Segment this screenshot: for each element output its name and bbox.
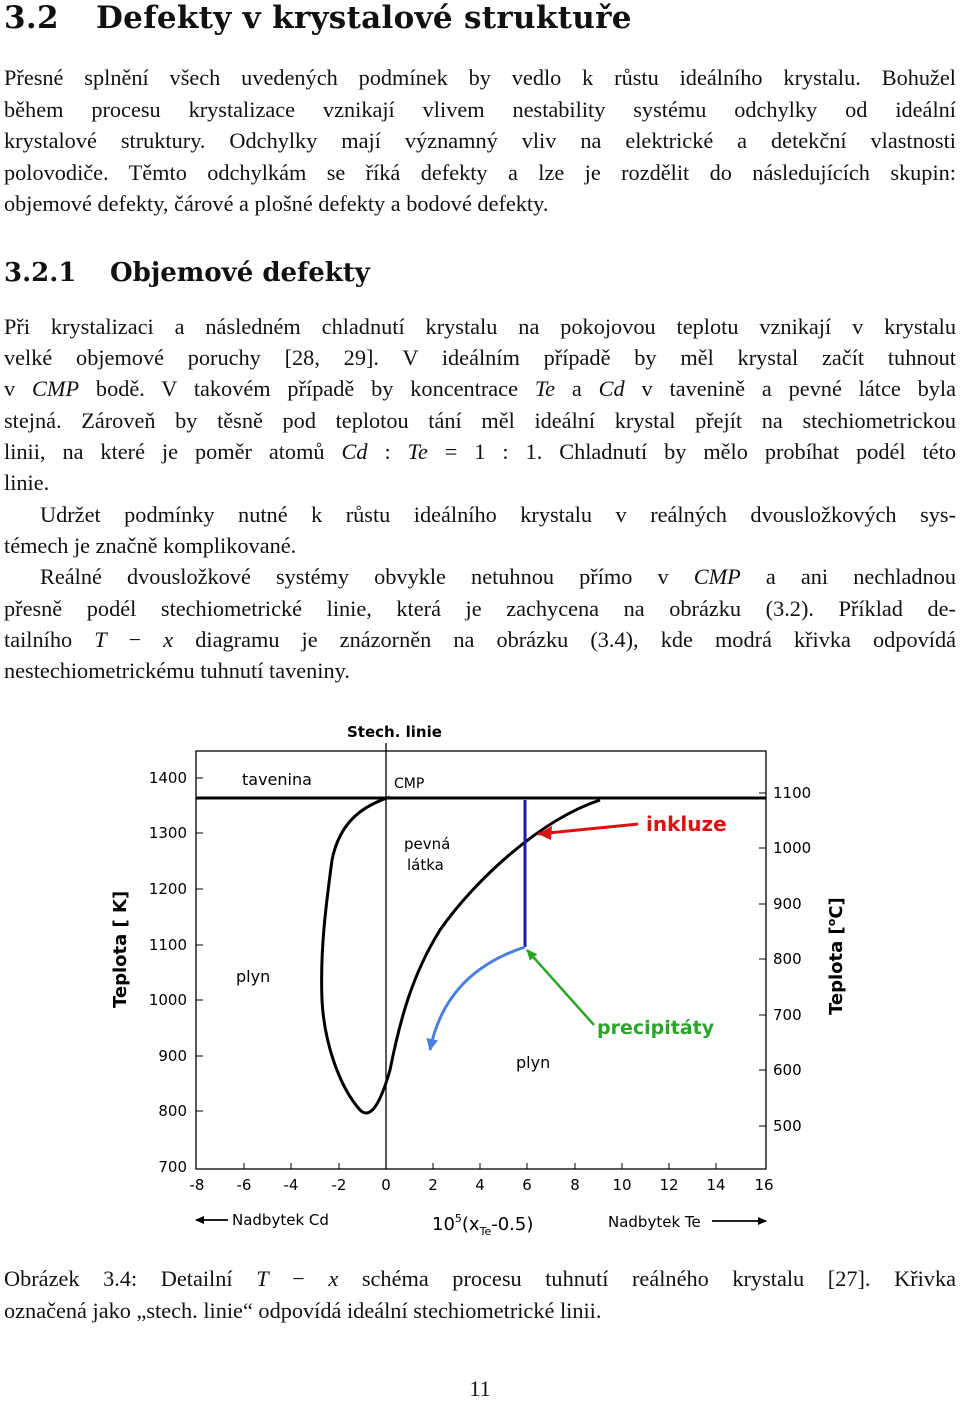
right-tick-label: 500 bbox=[773, 1117, 802, 1135]
subsection-number: 3.2.1 bbox=[4, 258, 77, 288]
page-number: 11 bbox=[469, 1376, 491, 1401]
left-tick-label: 700 bbox=[158, 1158, 187, 1176]
intro-line-4: polovodiče. Těmto odchylkám se říká defekty a lze je rozdělit do následujících skupin: bbox=[4, 160, 956, 185]
left-axis-title: Teplota [ K] bbox=[110, 890, 131, 1008]
body-line-4: stejná. Zároveň by těsně pod teplotou tání měl ideální krystal přejít na stechiometrickou bbox=[4, 408, 956, 433]
cmp-label: CMP bbox=[394, 776, 425, 792]
math-cmp: CMP bbox=[32, 376, 80, 401]
intro-line-2: během procesu krystalizace vznikají vlivem nestability systému odchylky od ideální bbox=[4, 97, 956, 122]
math-cd: Cd bbox=[598, 376, 625, 401]
left-tick-label: 1100 bbox=[148, 936, 187, 954]
figure-caption-line-2: označená jako „stech. linie“ odpovídá ideální stechiometrické linii. bbox=[4, 1298, 602, 1323]
x-tick-label: -8 bbox=[189, 1176, 205, 1194]
excess-cd-label: Nadbytek Cd bbox=[232, 1211, 329, 1229]
subsection-heading bbox=[4, 258, 370, 288]
x-tick-label: 2 bbox=[428, 1176, 438, 1194]
pevna-label: pevná bbox=[404, 835, 451, 853]
body-line-3: v CMP bodě. V takovém případě by koncentrace Te a Cd v tavenině a pevné látce byla bbox=[4, 376, 956, 401]
latka-label: látka bbox=[407, 856, 444, 874]
precipitaty-arrow bbox=[527, 950, 594, 1025]
stech-label: Stech. linie bbox=[347, 723, 442, 741]
left-tick-label: 1400 bbox=[148, 769, 187, 787]
body-line-6: linie. bbox=[4, 470, 50, 495]
section-number: 3.2 bbox=[4, 0, 59, 36]
x-tick-label: -2 bbox=[331, 1176, 347, 1194]
x-tick-label: 16 bbox=[754, 1176, 774, 1194]
x-tick-label: 0 bbox=[381, 1176, 391, 1194]
right-axis-title: Teplota [$^o$C] bbox=[825, 897, 847, 1015]
plyn-bottom-label: plyn bbox=[516, 1053, 551, 1072]
x-tick-label: 12 bbox=[659, 1176, 679, 1194]
section-title: Defekty v krystalové struktuře bbox=[96, 0, 632, 36]
body-line-5: linii, na které je poměr atomů Cd : Te = 1 : 1. Chladnutí by mělo probíhat podél této bbox=[4, 439, 956, 464]
body-line-10: přesně podél stechiometrické linie, která je zachycena na obrázku (3.2). Příklad de- bbox=[4, 596, 956, 621]
intro-line-5: objemové defekty, čárové a plošné defekty a bodové defekty. bbox=[4, 191, 549, 216]
left-axis bbox=[110, 769, 203, 1176]
left-tick-label: 800 bbox=[158, 1102, 187, 1120]
body-line-2: velké objemové poruchy [28, 29]. V ideálním případě by měl krystal začít tuhnout bbox=[4, 345, 956, 370]
left-tick-label: 1000 bbox=[148, 991, 187, 1009]
intro-line-1: Přesné splnění všech uvedených podmínek by vedlo k růstu ideálního krystalu. Bohužel bbox=[4, 65, 956, 90]
right-tick-label: 900 bbox=[773, 895, 802, 913]
bottom-axis bbox=[190, 1163, 774, 1194]
intro-line-3: krystalové struktury. Odchylky mají významný vliv na elektrické a detekční vlastnosti bbox=[4, 128, 956, 153]
body-line-12: nestechiometrickému tuhnutí taveniny. bbox=[4, 658, 350, 683]
excess-te-label: Nadbytek Te bbox=[608, 1213, 701, 1231]
x-tick-label: 10 bbox=[612, 1176, 632, 1194]
solidus-curve bbox=[322, 797, 600, 1113]
body-line-9: Reálné dvousložkové systémy obvykle netuhnou přímo v CMP a ani nechladnou bbox=[40, 564, 956, 589]
x-axis-label: $10^5(x_{Te}-0.5)$ bbox=[432, 1212, 534, 1238]
x-tick-label: 8 bbox=[570, 1176, 580, 1194]
figure-caption-line-1: Obrázek 3.4: Detailní T − x schéma procesu tuhnutí reálného krystalu [27]. Křivka bbox=[4, 1266, 957, 1291]
plyn-left-label: plyn bbox=[236, 967, 271, 986]
x-tick-label: 4 bbox=[475, 1176, 485, 1194]
precipitaty-label: precipitáty bbox=[597, 1017, 715, 1039]
right-tick-label: 1100 bbox=[773, 784, 812, 802]
body-line-1: Při krystalizaci a následném chladnutí krystalu na pokojovou teplotu vznikají v krystalu bbox=[4, 314, 956, 339]
x-tick-label: -4 bbox=[283, 1176, 299, 1194]
tavenina-label: tavenina bbox=[242, 770, 312, 789]
right-tick-label: 1000 bbox=[773, 839, 812, 857]
right-axis bbox=[759, 784, 847, 1135]
math-te: Te bbox=[534, 376, 556, 401]
left-tick-label: 1300 bbox=[148, 824, 187, 842]
inkluze-arrow bbox=[538, 824, 638, 834]
right-tick-label: 700 bbox=[773, 1006, 802, 1024]
body-line-11: tailního T − x diagramu je znázorněn na obrázku (3.4), kde modrá křivka odpovídá bbox=[4, 627, 956, 652]
left-tick-label: 1200 bbox=[148, 880, 187, 898]
x-tick-label: -6 bbox=[236, 1176, 252, 1194]
body-line-8: témech je značně komplikované. bbox=[4, 533, 297, 558]
x-tick-label: 6 bbox=[522, 1176, 532, 1194]
left-tick-label: 900 bbox=[158, 1047, 187, 1065]
body-line-7: Udržet podmínky nutné k růstu ideálního krystalu v reálných dvousložkových sys- bbox=[40, 502, 956, 527]
blue-cooling-arrow bbox=[430, 947, 525, 1050]
inkluze-label: inkluze bbox=[646, 812, 727, 836]
right-tick-label: 800 bbox=[773, 950, 802, 968]
section-heading bbox=[4, 0, 632, 36]
x-tick-label: 14 bbox=[706, 1176, 726, 1194]
subsection-title: Objemové defekty bbox=[110, 258, 370, 288]
phase-diagram-figure bbox=[0, 700, 960, 1255]
right-tick-label: 600 bbox=[773, 1061, 802, 1079]
